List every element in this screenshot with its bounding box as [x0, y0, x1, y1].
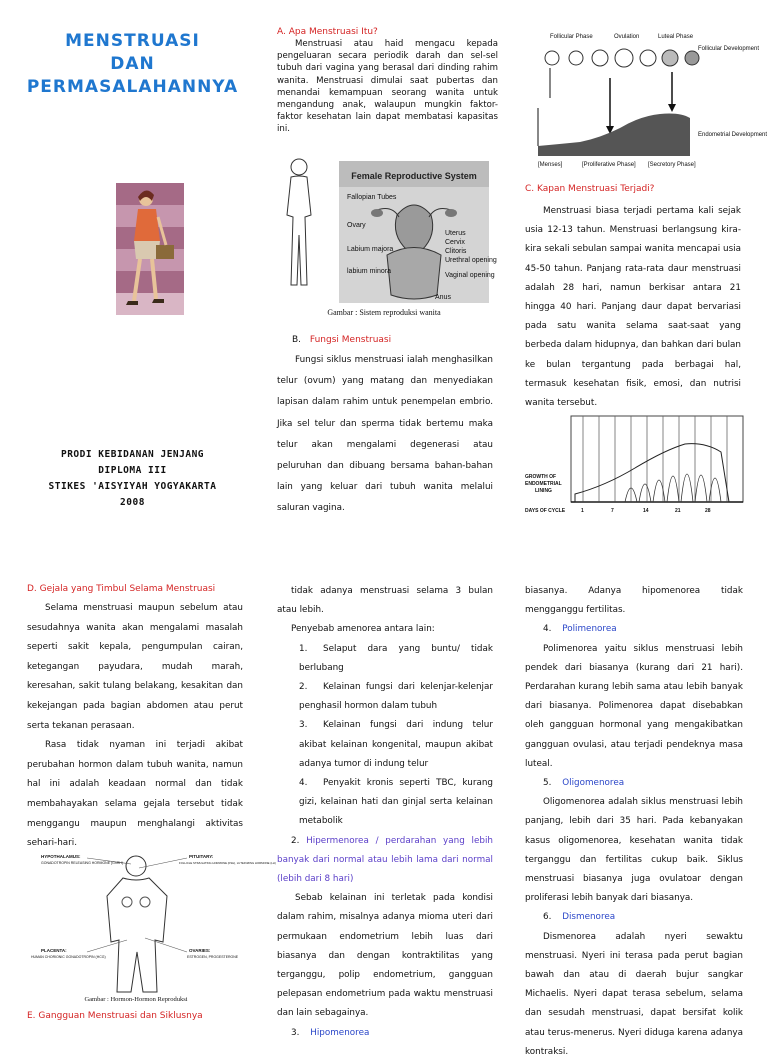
inst-line-2: DIPLOMA III	[98, 465, 167, 476]
cause-num: 4.	[299, 778, 308, 789]
poli-title: Polimenorea	[562, 624, 617, 635]
hyper-num: 2.	[291, 835, 300, 846]
growth-label: GROWTH OF ENDOMETRIAL LINING	[525, 474, 562, 494]
day-7: 7	[611, 508, 614, 514]
label-cervix: Cervix	[445, 239, 465, 246]
section-d-heading: D. Gejala yang Timbul Selama Menstruasi	[27, 584, 216, 594]
inst-line-1: PRODI KEBIDANAN JENJANG	[60, 449, 205, 460]
dis-heading	[525, 908, 743, 927]
day-21: 21	[675, 508, 681, 514]
title-line-2: DAN	[110, 54, 155, 74]
dis-title: Dismenorea	[562, 912, 616, 923]
hormone-caption: Gambar : Hormon-Hormon Reproduksi	[84, 996, 188, 1003]
poli-heading	[525, 620, 743, 639]
institution-block	[20, 447, 245, 511]
hcg-label: HUMAN CHORIONIC GONADOTROPIN (HCG)	[31, 955, 106, 959]
cause-item	[277, 774, 493, 832]
hyp-label: HYPOTHALAMUS:	[41, 854, 81, 859]
section-d-para2: Rasa tidak nyaman ini terjadi akibat perubahan hormon dalam tubuh wanita, namun hal ini adalah keadaan normal dan tidak membahayakan selama gejala tersebut tidak menggangu maupun menghalangi aktivitas sehari-hari.	[27, 740, 243, 849]
fsh-label: FOLLICLE STIMULATING HORMONE (FSH), LUTEINIZING HORMONE (LH)	[179, 861, 276, 865]
follicular-dev-label: Follicular Development	[698, 46, 760, 52]
section-b-title: Fungsi Menstruasi	[309, 335, 392, 345]
label-labium-majora: Labium majora	[347, 246, 394, 253]
endometrial-growth-figure	[525, 416, 743, 516]
hipo-title: Hipomenorea	[310, 1027, 370, 1038]
section-b-num: B.	[292, 335, 302, 345]
poli-num: 4.	[543, 624, 552, 635]
cause-item	[277, 716, 493, 774]
bottom-phase-secretory: [Secretory Phase]	[648, 162, 696, 168]
reproductive-system-figure	[277, 155, 497, 305]
poli-body: Polimenorea yaitu siklus menstruasi lebih pendek dari biasanya (kurang dari 21 hari). Perdarahan kurang lebih sama atau lebih banyak dari biasanya. Polimenorea dapat disebabkan oleh gangguan hormonal yang mengakibatkan gangguan ovulasi, atau terjadi pendeknya masa luteal.	[525, 643, 743, 769]
hyper-heading	[277, 832, 493, 890]
col2-body	[277, 582, 493, 1043]
section-b-heading	[292, 333, 492, 348]
label-fallopian: Fallopian Tubes	[347, 194, 397, 201]
day-28: 28	[705, 508, 711, 514]
ovaries-label: OVARIES:	[189, 948, 211, 953]
menstrual-cycle-figure	[530, 28, 768, 168]
inst-line-3: STIKES 'AISYIYAH YOGYAKARTA	[48, 481, 217, 492]
phase-ovulation: Ovulation	[614, 34, 640, 40]
label-uterus: Uterus	[445, 230, 466, 237]
cause-text: Penyakit kronis seperti TBC, kurang gizi, kelainan hati dan ginjal serta kelainan metabolik	[299, 778, 493, 827]
label-ovary: Ovary	[347, 222, 366, 229]
endometrial-dev-label: Endometrial Development	[698, 132, 768, 138]
cause-text: Kelainan fungsi dari kelenjar-kelenjar penghasil hormon dalam tubuh	[299, 682, 493, 712]
oligo-body: Oligomenorea adalah siklus menstruasi lebih panjang, lebih dari 35 hari. Pada kebanyakan kasus oligomenorea, kesehatan wanita tidak terganggu dan fertilitas cukup baik. Siklus menstruasi biasanya juga ovulatoar dengan proliferasi lebih banyak dari biasanya.	[525, 797, 743, 904]
dis-body: Dismenorea adalah nyeri sewaktu menstruasi. Nyeri ini terasa pada perut bagian bawah dan atau di daerah bujur sangkar Michaelis. Nyeri dapat terasa sebelum, selama dan sesudah menstruasi, dapat bersifat kolik atau terus-menerus. Nyeri diduga karena adanya kontraksi.	[525, 931, 743, 1057]
bottom-phase-menses: [Menses]	[538, 162, 563, 168]
cause-item	[277, 678, 493, 716]
hipo-heading	[277, 1024, 493, 1043]
phase-luteal: Luteal Phase	[658, 34, 694, 40]
oligo-heading	[525, 774, 743, 793]
days-axis-label: DAYS OF CYCLE	[525, 508, 566, 514]
inst-line-4: 2008	[120, 497, 145, 508]
cause-text: Kelainan fungsi dari indung telur akibat kelainan kongenital, maupun akibat adanya tumor di indung telur	[299, 720, 493, 769]
section-d-para1: Selama menstruasi maupun sebelum atau sesudahnya wanita akan mengalami masalah seperti sakit kepala, pengumpulan cairan, ketegangan payudara, mudah marah, keresahan, sakit tulang belakang, kesakitan dan kekejangan pada bagian abdomen atau perut serta tekanan perasaan.	[27, 603, 243, 731]
section-c-body: Menstruasi biasa terjadi pertama kali sejak usia 12-13 tahun. Menstruasi berlangsung kira-kira sekali sebulan sampai wanita mencapai usia 45-50 tahun. Panjang rata-rata daur menstruasi adalah 28 hari, namun berkisar antara 21 hingga 40 hari. Panjang daur dapat bervariasi pada satu wanita selama saat-saat yang berbeda dalam hidupnya, dan bahkan dari bulan ke bulan tergantung pada berbagai hal, termasuk kesehatan fisik, emosi, dan nutrisi wanita tersebut.	[525, 206, 741, 409]
repro-title: Female Reproductive System	[351, 171, 477, 181]
section-b-body: Fungsi siklus menstruasi ialah menghasilkan telur (ovum) yang matang dan menyediakan lapisan dalam rahim untuk penempelan embrio. Jika sel telur dan sperma tidak bertemu maka telur akan mengalami degenerasi atau peluruhan dan dibuang bersama bahan-bahan lain yang keluar dari tubuh wanita melalui saluran vagina.	[277, 355, 493, 514]
section-e-heading: E. Gangguan Menstruasi dan Siklusnya	[27, 1011, 203, 1021]
day-14: 14	[643, 508, 649, 514]
title-line-1: MENSTRUASI	[65, 31, 200, 51]
cause-num: 3.	[299, 720, 308, 731]
placenta-label: PLACENTA:	[41, 948, 67, 953]
cause-num: 1.	[299, 643, 308, 654]
label-clitoris: Clitoris	[445, 248, 467, 255]
section-a-heading: A. Apa Menstruasi Itu?	[277, 27, 378, 37]
oligo-num: 5.	[543, 778, 552, 789]
day-1: 1	[581, 508, 584, 514]
gnrh-label: GONADOTROPIN RELEASING HORMONE (GnRH)	[41, 861, 124, 865]
hyper-body: Sebab kelainan ini terletak pada kondisi dalam rahim, misalnya adanya mioma uteri dari permukaan endometrium lebih luas dari biasanya dan dengan kontraktilitas yang terganggu, polip endometrium, gangguan pelepasan endometrium pada waktu menstruasi dan lain sebagainya.	[277, 893, 493, 1019]
cause-num: 2.	[299, 682, 308, 693]
dis-num: 6.	[543, 912, 552, 923]
section-c-heading: C. Kapan Menstruasi Terjadi?	[525, 184, 655, 194]
title-line-3: PERMASALAHANNYA	[26, 77, 239, 97]
hyper-title: Hipermenorea / perdarahan yang lebih banyak dari normal atau lebih lama dari normal (lebih dari 8 hari)	[277, 835, 493, 885]
cause-item	[277, 640, 493, 678]
col3-cont: biasanya. Adanya hipomenorea tidak mengganggu fertilitas.	[525, 586, 743, 616]
section-a-body: Menstruasi atau haid mengacu kepada pengeluaran secara periodik darah dan sel-sel tubuh dari vagina yang berasal dari dinding rahim wanita. Menstruasi dimulai saat pubertas dan menandai kemampuan seorang wanita untuk mengandung anak, walaupun mungkin faktor-faktor kesehatan lain dapat membatasi kapasitas ini.	[277, 39, 498, 135]
bottom-phase-proliferative: [Proliferative Phase]	[582, 162, 636, 168]
label-urethral: Urethral opening	[445, 257, 497, 264]
oligo-title: Oligomenorea	[562, 778, 625, 789]
repro-caption: Gambar : Sistem reproduksi wanita	[327, 308, 441, 317]
pit-label: PITUITARY:	[189, 854, 214, 859]
section-d-body	[27, 599, 243, 854]
col2-cont: tidak adanya menstruasi selama 3 bulan atau lebih.	[277, 586, 493, 616]
cover-illustration	[116, 183, 184, 315]
label-labium-minora: labium minora	[347, 268, 391, 275]
causes-intro: Penyebab amenorea antara lain:	[291, 624, 435, 635]
estrogen-label: ESTROGEN, PROGESTERONE	[187, 955, 239, 959]
cover-title	[20, 30, 245, 99]
label-vaginal: Vaginal opening	[445, 272, 495, 279]
hormone-figure	[27, 852, 276, 998]
phase-follicular: Follicular Phase	[550, 34, 593, 40]
cause-text: Selaput dara yang buntu/ tidak berlubang	[299, 643, 493, 673]
label-anus: Anus	[435, 294, 451, 301]
hipo-num: 3.	[291, 1027, 300, 1038]
col3-body	[525, 582, 743, 1062]
